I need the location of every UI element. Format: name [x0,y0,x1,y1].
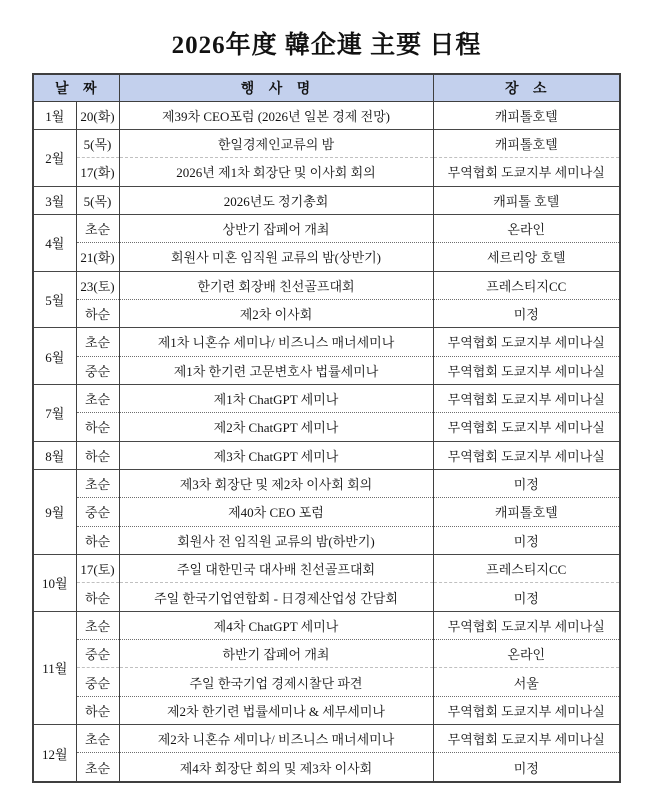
event-cell: 2026년 제1차 회장단 및 이사회 회의 [119,158,433,186]
table-row [33,158,620,186]
venue-cell: 무역협회 도쿄지부 세미나실 [433,413,620,441]
day-cell: 17(토) [76,555,119,583]
event-cell: 상반기 잡페어 개최 [119,214,433,242]
day-cell: 하순 [76,526,119,554]
month-cell: 1월 [33,101,76,129]
day-cell: 중순 [76,498,119,526]
venue-cell: 미정 [433,583,620,611]
day-cell: 중순 [76,356,119,384]
table-row [33,611,620,639]
event-cell: 한일경제인교류의 밤 [119,129,433,157]
venue-cell: 무역협회 도쿄지부 세미나실 [433,441,620,469]
table-row [33,271,620,299]
month-cell: 4월 [33,214,76,271]
table-row [33,583,620,611]
table-row [33,498,620,526]
day-cell: 17(화) [76,158,119,186]
event-cell: 제40차 CEO 포럼 [119,498,433,526]
event-cell: 주일 대한민국 대사배 친선골프대회 [119,555,433,583]
event-cell: 제3차 ChatGPT 세미나 [119,441,433,469]
event-cell: 제1차 니혼슈 세미나/ 비즈니스 매너세미나 [119,328,433,356]
event-cell: 제39차 CEO포럼 (2026년 일본 경제 전망) [119,101,433,129]
header-venue: 장 소 [433,74,620,101]
day-cell: 초순 [76,725,119,753]
venue-cell: 미정 [433,753,620,782]
table-row [33,299,620,327]
day-cell: 23(토) [76,271,119,299]
venue-cell: 캐피톨호텔 [433,129,620,157]
month-cell: 11월 [33,611,76,724]
venue-cell: 온라인 [433,640,620,668]
table-row [33,186,620,214]
event-cell: 주일 한국기업연합회 - 日경제산업성 간담회 [119,583,433,611]
table-row [33,356,620,384]
day-cell: 중순 [76,668,119,696]
day-cell: 초순 [76,611,119,639]
venue-cell: 캐피톨호텔 [433,498,620,526]
day-cell: 20(화) [76,101,119,129]
event-cell: 주일 한국기업 경제시찰단 파견 [119,668,433,696]
venue-cell: 무역협회 도쿄지부 세미나실 [433,158,620,186]
venue-cell: 미정 [433,526,620,554]
day-cell: 5(목) [76,129,119,157]
table-row [33,214,620,242]
venue-cell: 무역협회 도쿄지부 세미나실 [433,328,620,356]
header-row [33,74,620,101]
table-row [33,129,620,157]
day-cell: 하순 [76,441,119,469]
page-title: 2026年度 韓企連 主要 日程 [171,32,482,59]
day-cell: 5(목) [76,186,119,214]
table-row [33,640,620,668]
table-row [33,469,620,497]
month-cell: 2월 [33,129,76,186]
event-cell: 회원사 전 임직원 교류의 밤(하반기) [119,526,433,554]
event-cell: 하반기 잡페어 개최 [119,640,433,668]
day-cell: 초순 [76,384,119,412]
venue-cell: 캐피톨 호텔 [433,186,620,214]
month-cell: 12월 [33,725,76,782]
event-cell: 제4차 회장단 회의 및 제3차 이사회 [119,753,433,782]
venue-cell: 미정 [433,469,620,497]
table-row [33,101,620,129]
day-cell: 초순 [76,469,119,497]
venue-cell: 프레스티지CC [433,555,620,583]
venue-cell: 무역협회 도쿄지부 세미나실 [433,611,620,639]
day-cell: 하순 [76,696,119,724]
table-row [33,441,620,469]
venue-cell: 세르리앙 호텔 [433,243,620,271]
day-cell: 21(화) [76,243,119,271]
event-cell: 제1차 ChatGPT 세미나 [119,384,433,412]
schedule-table [32,73,621,783]
day-cell: 하순 [76,413,119,441]
day-cell: 중순 [76,640,119,668]
day-cell: 초순 [76,214,119,242]
header-event: 행 사 명 [119,74,433,101]
table-row [33,413,620,441]
table-row [33,384,620,412]
event-cell: 제1차 한기련 고문변호사 법률세미나 [119,356,433,384]
table-row [33,328,620,356]
event-cell: 제2차 이사회 [119,299,433,327]
venue-cell: 프레스티지CC [433,271,620,299]
venue-cell: 무역협회 도쿄지부 세미나실 [433,725,620,753]
event-cell: 제2차 니혼슈 세미나/ 비즈니스 매너세미나 [119,725,433,753]
table-row [33,526,620,554]
venue-cell: 온라인 [433,214,620,242]
day-cell: 하순 [76,299,119,327]
venue-cell: 무역협회 도쿄지부 세미나실 [433,696,620,724]
event-cell: 제3차 회장단 및 제2차 이사회 회의 [119,469,433,497]
venue-cell: 캐피톨호텔 [433,101,620,129]
month-cell: 7월 [33,384,76,441]
day-cell: 하순 [76,583,119,611]
table-row [33,243,620,271]
month-cell: 5월 [33,271,76,328]
header-date: 날 짜 [33,74,119,101]
event-cell: 회원사 미혼 임직원 교류의 밤(상반기) [119,243,433,271]
event-cell: 제2차 ChatGPT 세미나 [119,413,433,441]
table-row [33,555,620,583]
event-cell: 제4차 ChatGPT 세미나 [119,611,433,639]
venue-cell: 미정 [433,299,620,327]
venue-cell: 무역협회 도쿄지부 세미나실 [433,356,620,384]
table-row [33,668,620,696]
table-row [33,696,620,724]
month-cell: 3월 [33,186,76,214]
event-cell: 제2차 한기련 법률세미나 & 세무세미나 [119,696,433,724]
day-cell: 초순 [76,328,119,356]
month-cell: 9월 [33,469,76,554]
month-cell: 10월 [33,555,76,612]
event-cell: 2026년도 정기총회 [119,186,433,214]
table-row [33,753,620,782]
day-cell: 초순 [76,753,119,782]
table-row [33,725,620,753]
month-cell: 8월 [33,441,76,469]
month-cell: 6월 [33,328,76,385]
venue-cell: 서울 [433,668,620,696]
venue-cell: 무역협회 도쿄지부 세미나실 [433,384,620,412]
event-cell: 한기련 회장배 친선골프대회 [119,271,433,299]
